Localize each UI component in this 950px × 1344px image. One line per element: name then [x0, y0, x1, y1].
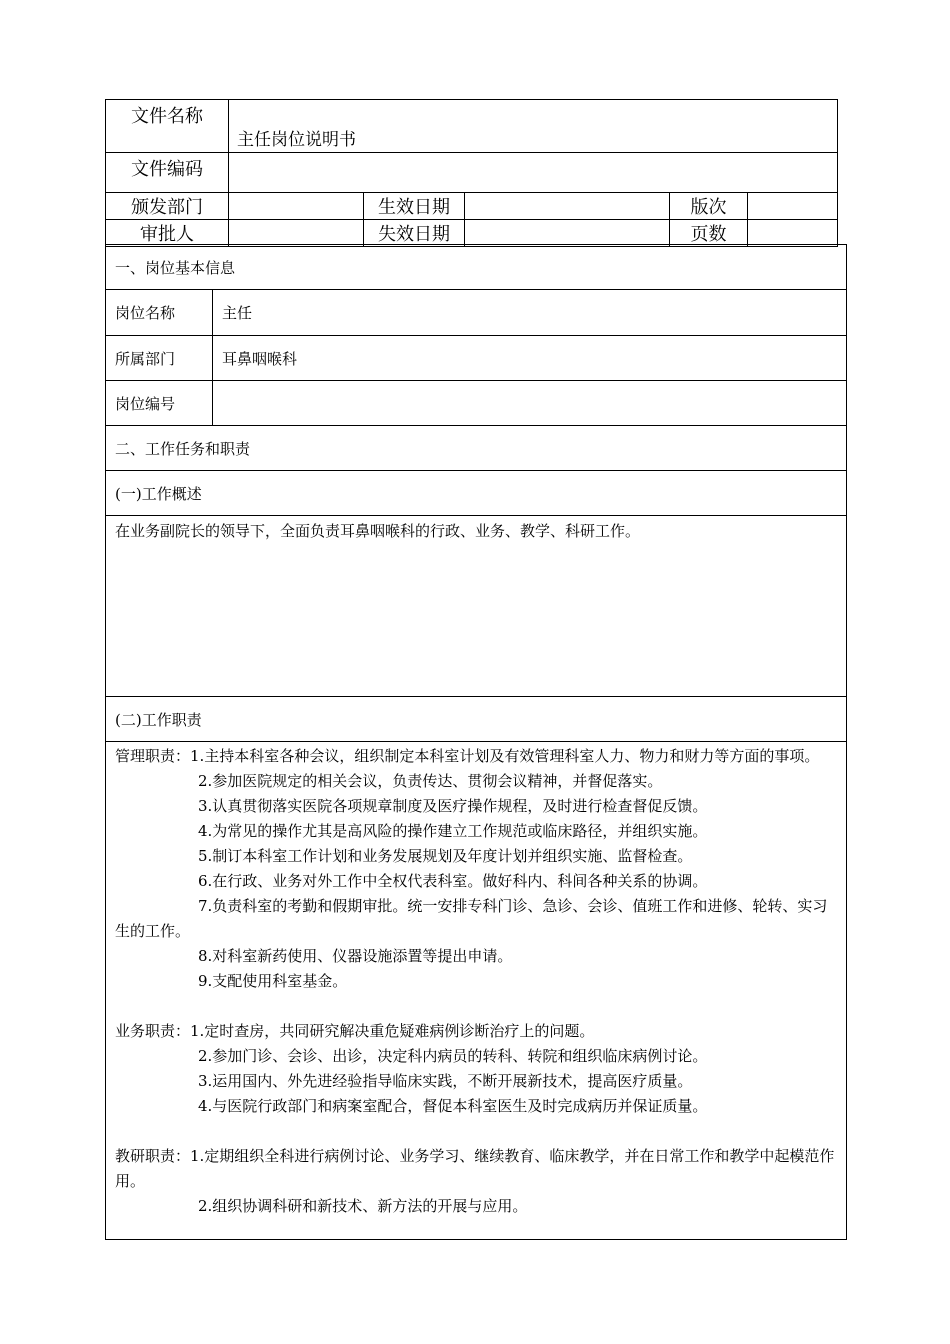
- file-code-label: 文件编码: [106, 153, 229, 193]
- duty-item: 3.运用国内、外先进经验指导临床实践，不断开展新技术，提高医疗质量。: [198, 1072, 693, 1090]
- spacer: [115, 994, 840, 1019]
- duty-item: 2.参加门诊、会诊、出诊，决定科内病员的转科、转院和组织临床病例讨论。: [198, 1047, 708, 1065]
- duty-item: 2.组织协调科研和新技术、新方法的开展与应用。: [198, 1197, 528, 1215]
- approver-value: [229, 220, 364, 247]
- file-name-value: 主任岗位说明书: [229, 100, 838, 153]
- pages-label: 页数: [670, 220, 748, 247]
- expiry-date-value: [465, 220, 670, 247]
- duty-item: 9.支配使用科室基金。: [198, 972, 348, 990]
- issue-dept-label: 颁发部门: [106, 193, 229, 220]
- duty-item: 3.认真贯彻落实医院各项规章制度及医疗操作规程，及时进行检查督促反馈。: [198, 797, 708, 815]
- duty-item: 2.参加医院规定的相关会议，负责传达、贯彻会议精神，并督促落实。: [198, 772, 663, 790]
- effective-date-value: [465, 193, 670, 220]
- section-basic-info-title: 一、岗位基本信息: [106, 245, 847, 290]
- duty-item: 6.在行政、业务对外工作中全权代表科室。做好科内、科间各种关系的协调。: [198, 872, 708, 890]
- issue-dept-value: [229, 193, 364, 220]
- duty-item: 8.对科室新药使用、仪器设施添置等提出申请。: [198, 947, 513, 965]
- duty-item: 教研职责：1.定期组织全科进行病例讨论、业务学习、继续教育、临床教学，并在日常工作和教学中起模范作用。: [115, 1147, 835, 1190]
- overview-title: (一)工作概述: [106, 471, 847, 516]
- version-value: [748, 193, 838, 220]
- post-name-value: 主任: [213, 290, 847, 336]
- job-description-table: [105, 244, 847, 1240]
- dept-value: 耳鼻咽喉科: [213, 336, 847, 381]
- duty-item: 5.制订本科室工作计划和业务发展规划及年度计划并组织实施、监督检查。: [198, 847, 693, 865]
- post-name-label: 岗位名称: [106, 290, 213, 336]
- expiry-date-label: 失效日期: [364, 220, 465, 247]
- overview-text: 在业务副院长的领导下，全面负责耳鼻咽喉科的行政、业务、教学、科研工作。: [106, 516, 847, 697]
- section-tasks-title: 二、工作任务和职责: [106, 426, 847, 471]
- duty-item: 管理职责：1.主持本科室各种会议，组织制定本科室计划及有效管理科室人力、物力和财力等方面的事项。: [115, 747, 820, 765]
- file-name-label: 文件名称: [106, 100, 229, 153]
- duty-item: 7.负责科室的考勤和假期审批。统一安排专科门诊、急诊、会诊、值班工作和进修、轮转、实习生的工作。: [115, 897, 828, 940]
- duty-item: 4.与医院行政部门和病案室配合，督促本科室医生及时完成病历并保证质量。: [198, 1097, 708, 1115]
- dept-label: 所属部门: [106, 336, 213, 381]
- document-header-table: [105, 99, 838, 247]
- duty-item: 业务职责：1.定时查房，共同研究解决重危疑难病例诊断治疗上的问题。: [115, 1022, 595, 1040]
- effective-date-label: 生效日期: [364, 193, 465, 220]
- duties-title: (二)工作职责: [106, 697, 847, 742]
- file-code-value: [229, 153, 838, 193]
- spacer: [115, 1119, 840, 1144]
- pages-value: [748, 220, 838, 247]
- version-label: 版次: [670, 193, 748, 220]
- duty-item: 4.为常见的操作尤其是高风险的操作建立工作规范或临床路径，并组织实施。: [198, 822, 708, 840]
- post-code-value: [213, 381, 847, 426]
- duties-body: [106, 742, 847, 1240]
- approver-label: 审批人: [106, 220, 229, 247]
- post-code-label: 岗位编号: [106, 381, 213, 426]
